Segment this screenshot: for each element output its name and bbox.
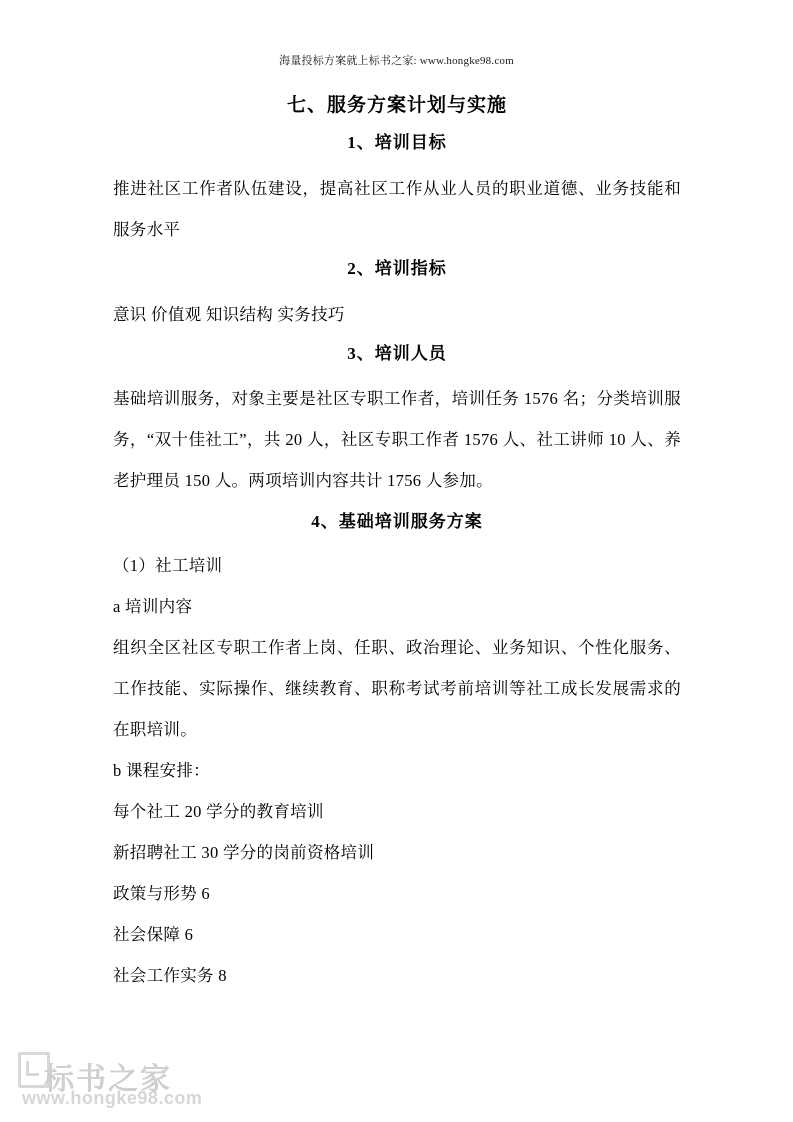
line-course-3: 政策与形势 6 [113,884,210,904]
line-course-arrangement-label: b 课程安排： [113,761,210,781]
paragraph-training-personnel: 基础培训服务，对象主要是社区专职工作者，培训任务 1576 名；分类培训服务，“双十佳社工”，共 20 人，社区专职工作者 1576 人、社工讲师 10 人、养老护理员 150 人。两项培训内容共计 1756 人参加。 [113,389,681,491]
line-social-worker-training: （1）社工培训 [113,556,223,576]
line-course-4: 社会保障 6 [113,925,194,945]
page-header-note: 海量投标方案就上标书之家: www.hongke98.com [279,55,514,67]
line-course-1: 每个社工 20 学分的教育培训 [113,802,324,822]
watermark-brand: 标书之家 [44,1063,172,1096]
document-body [113,96,681,996]
watermark [18,1052,238,1114]
line-training-content-label: a 培训内容 [113,597,193,617]
watermark-url: www.hongke98.com [22,1088,203,1108]
heading-training-goal: 1、培训目标 [347,132,447,152]
heading-training-index: 2、培训指标 [347,258,447,278]
line-course-5: 社会工作实务 8 [113,966,227,986]
heading-training-personnel: 3、培训人员 [347,343,447,363]
line-course-2: 新招聘社工 30 学分的岗前资格培训 [113,843,375,863]
watermark-logo-icon [18,1052,50,1088]
paragraph-training-content: 组织全区社区专职工作者上岗、任职、政治理论、业务知识、个性化服务、工作技能、实际操作、继续教育、职称考试考前培训等社工成长发展需求的在职培训。 [113,638,681,740]
paragraph-training-index: 意识 价值观 知识结构 实务技巧 [113,304,345,324]
paragraph-training-goal: 推进社区工作者队伍建设，提高社区工作从业人员的职业道德、业务技能和服务水平 [113,178,681,239]
page-title: 七、服务方案计划与实施 [286,95,507,116]
heading-basic-training-plan: 4、基础培训服务方案 [311,512,483,532]
